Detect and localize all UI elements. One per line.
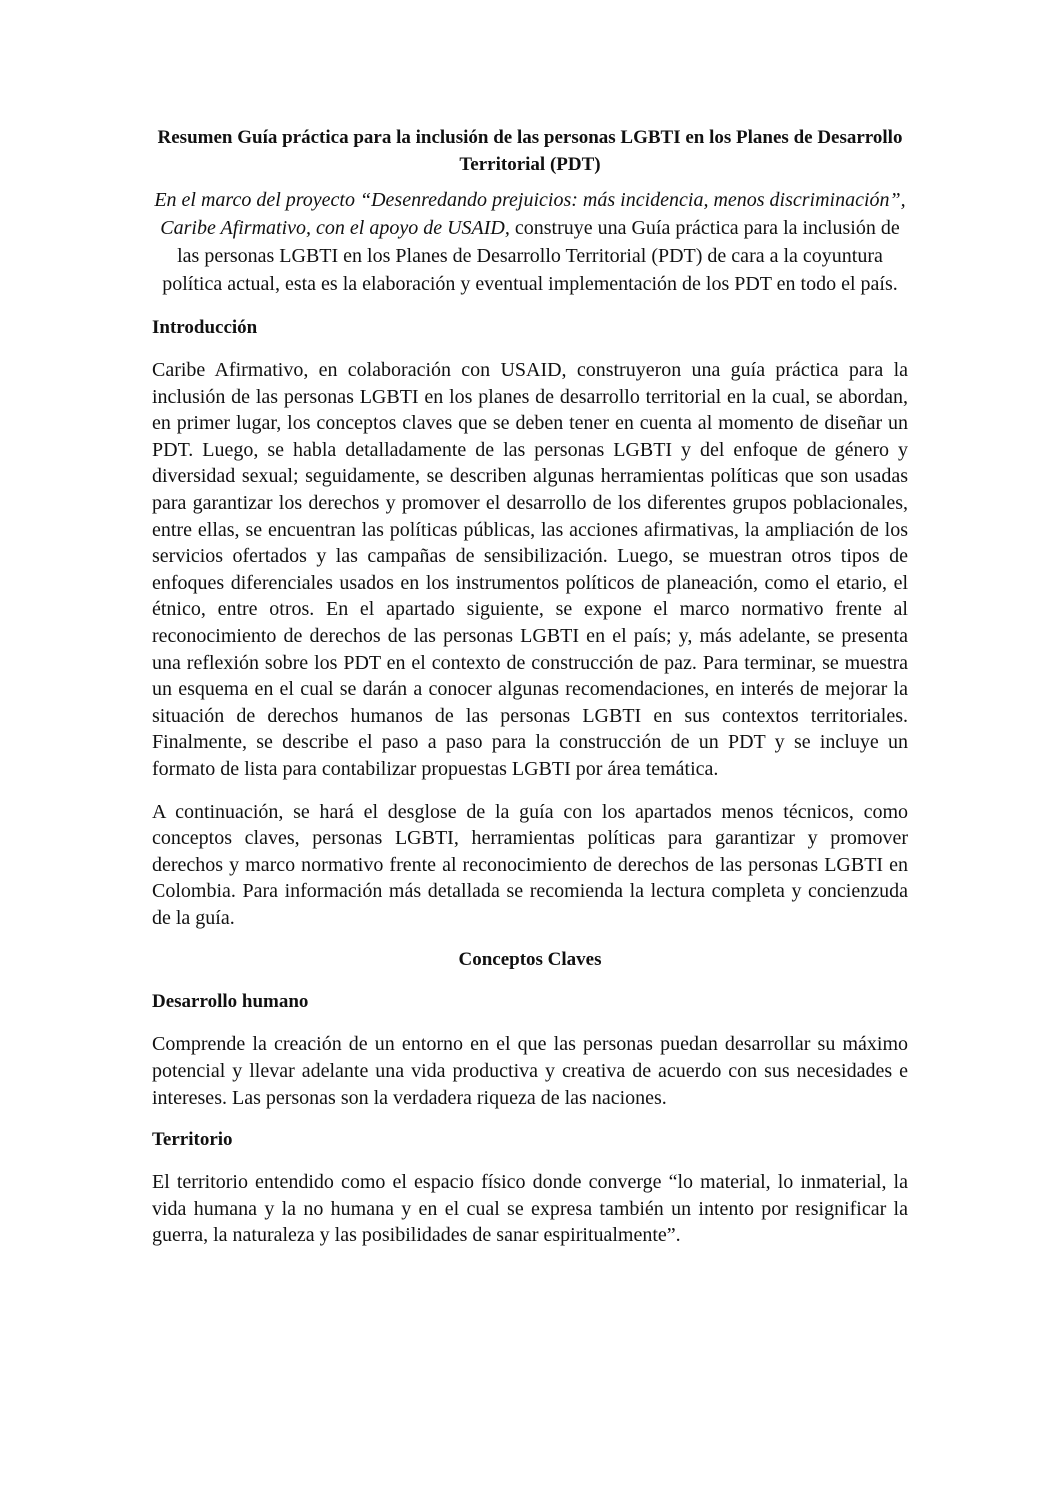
heading-desarrollo-humano: Desarrollo humano	[152, 991, 309, 1013]
intro-note	[152, 186, 908, 298]
introduccion-paragraph-2: A continuación, se hará el desglose de la guía con los apartados menos técnicos, como conceptos claves, personas LGBTI, herramientas políticas para garantizar y promover derechos y marco normativo frente al reconocimiento de derechos de las personas LGBTI en Colombia. Para información más detallada se recomienda la lectura completa y concienzuda de la guía.	[152, 800, 908, 929]
document-title: Resumen Guía práctica para la inclusión de las personas LGBTI en los Planes de Desarrollo Territorial (PDT)	[157, 127, 903, 175]
heading-territorio: Territorio	[152, 1129, 233, 1151]
heading-conceptos-claves: Conceptos Claves	[458, 949, 602, 971]
introduccion-paragraph-1: Caribe Afirmativo, en colaboración con USAID, construyeron una guía práctica para la inclusión de las personas LGBTI en los planes de desarrollo territorial en la cual, se abordan, en primer lugar, los conceptos claves que se deben tener en cuenta al momento de diseñar un PDT. Luego, se habla detalladamente de las personas LGBTI y del enfoque de género y diversidad sexual; seguidamente, se describen algunas herramientas políticas que son usadas para garantizar los derechos y promover el desarrollo de los diferentes grupos poblacionales, entre ellas, se encuentran las políticas públicas, las acciones afirmativas, la ampliación de los servicios ofertados y las campañas de sensibilización. Luego, se muestran otros tipos de enfoques diferenciales usados en los instrumentos políticos de planeación, como el etario, el étnico, entre otros. En el apartado siguiente, se expone el marco normativo frente al reconocimiento de derechos de las personas LGBTI en el país; y, más adelante, se presenta una reflexión sobre los PDT en el contexto de construcción de paz. Para terminar, se muestra un esquema en el cual se darán a conocer algunas recomendaciones, en interés de mejorar la situación de derechos humanos de las personas LGBTI en sus contextos territoriales. Finalmente, se describe el paso a paso para la construcción de un PDT y se incluye un formato de lista para contabilizar propuestas LGBTI por área temática.	[152, 359, 908, 780]
document-page	[152, 124, 908, 1265]
intro-note-regular: construye una Guía práctica para la inclusión de las personas LGBTI en los Planes de Desarrollo Territorial (PDT) de cara a la coyuntura política actual, esta es la elaboración y eventual implementación de los PDT en todo el país.	[162, 217, 900, 295]
intro-note-italic: En el marco del proyecto “Desenredando prejuicios: más incidencia, menos discriminación”, Caribe Afirmativo, con el apoyo de USAID,	[154, 189, 906, 239]
territorio-paragraph: El territorio entendido como el espacio físico donde converge “lo material, lo inmaterial, la vida humana y la no humana y en el cual se expresa también un intento por resignificar la guerra, la naturaleza y las posibilidades de sanar espiritualmente”.	[152, 1171, 908, 1247]
desarrollo-humano-paragraph: Comprende la creación de un entorno en el que las personas puedan desarrollar su máximo potencial y llevar adelante una vida productiva y creativa de acuerdo con sus necesidades e intereses. Las personas son la verdadera riqueza de las naciones.	[152, 1033, 908, 1109]
heading-introduccion: Introducción	[152, 317, 258, 338]
